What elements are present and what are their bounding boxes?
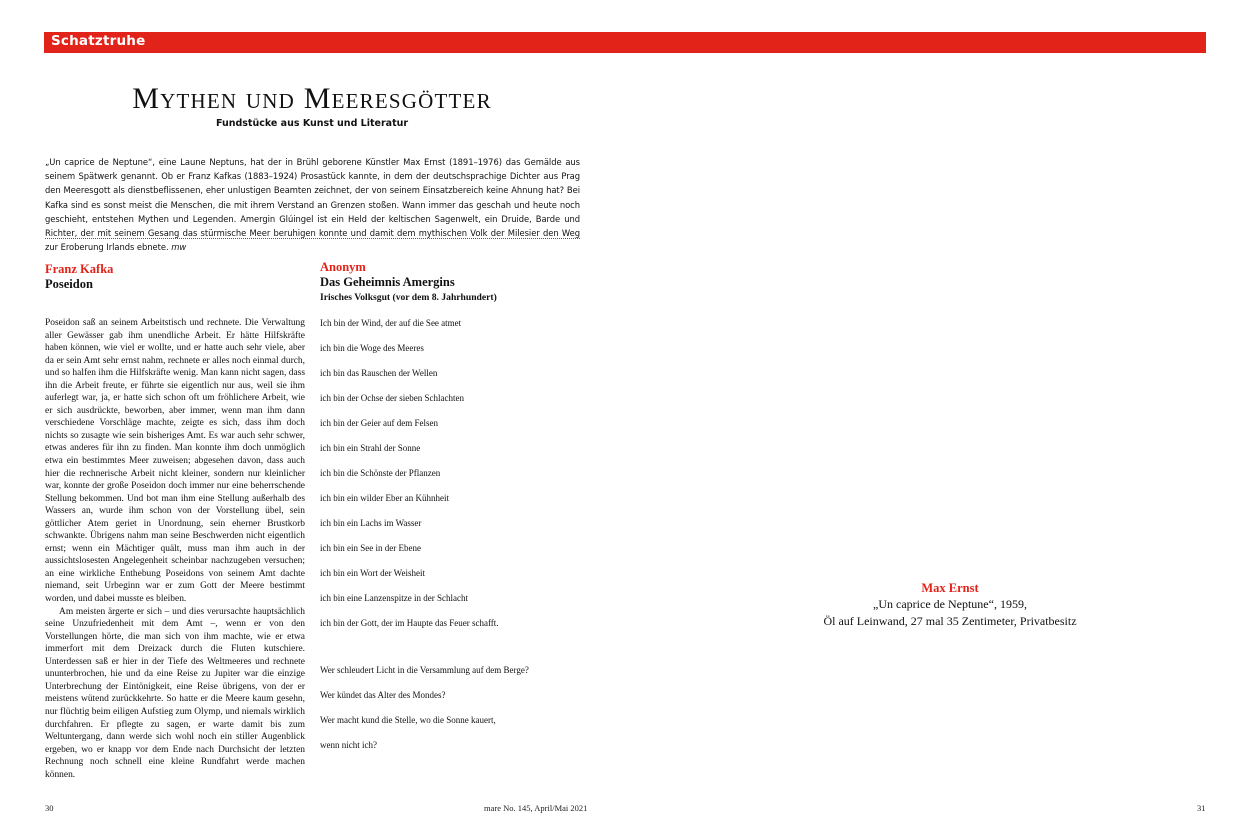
poem-line: Ich bin der Wind, der auf die See atmet — [320, 318, 462, 328]
caption-line-2: Öl auf Leinwand, 27 mal 35 Zentimeter, Privatbesitz — [823, 614, 1077, 628]
kafka-body — [45, 317, 305, 781]
caption-line-1: „Un caprice de Neptune“, 1959, — [873, 597, 1027, 611]
poem-line: ich bin der Gott, der im Haupte das Feuer schafft. — [320, 618, 499, 628]
poem — [320, 317, 590, 764]
anonym-subtitle: Irisches Volksgut (vor dem 8. Jahrhundert) — [320, 292, 497, 303]
poem-line: ich bin die Schönste der Pflanzen — [320, 468, 441, 478]
intro-text: „Un caprice de Neptune“, eine Laune Neptuns, hat der in Brühl geborene Künstler Max Ernst (1891–1976) das Gemälde aus seinem Spätwerk genannt. Ob er Franz Kafkas (1883–1924) Prosastück kannte, in dem der deutschsprachige Dichter aus Prag den Meeresgott als dienstbeflissenen, eher unlustigen Beamten zeichnet, der von seinem Einsatzbereich keine Ahnung hat? Bei Kafka sind es sonst meist die Menschen, die mit ihrem Verstand an Grenzen stoßen. Wann immer das geschah und heute noch geschieht, entstehen Mythen und Legenden. Amergin Glúingel ist ein Held der keltischen Sagenwelt, ein Druide, Barde und Richter, der mit seinem Gesang das stürmische Meer beruhigen konnte und damit dem mythischen Volk der Milesier den Weg zur Eroberung Irlands ebnete. — [45, 157, 580, 253]
article-subtitle: Fundstücke aus Kunst und Literatur — [215, 118, 409, 129]
dotted-divider — [45, 238, 580, 239]
anonym-author: Anonym — [320, 260, 366, 274]
kafka-paragraph: Poseidon saß an seinem Arbeitstisch und rechnete. Die Verwaltung aller Gewässer gab ihm unendliche Arbeit. Er hätte Hilfskräfte haben können, wie viel er wollte, und er hatte auch sehr viele, aber da er sein Amt sehr ernst nahm, rechnete er alles noch einmal durch, und so halfen ihm die Hilfskräfte wenig. Man kann nicht sagen, dass ihn die Arbeit freute, er führte sie eigentlich nur aus, weil sie ihm auferlegt war, ja, er hatte sich schon oft um fröhlichere Arbeit, wie er sich ausdrückte, beworben, aber immer, wenn man ihm dann verschiedene Vorschläge machte, zeigte es sich, dass ihm doch nichts so zusagte wie sein bisheriges Amt. Es war auch sehr schwer, etwas anderes für ihn zu finden. Man konnte ihm doch unmöglich etwa ein bestimmtes Meer zuweisen; abgesehen davon, dass auch hier die rechnerische Arbeit nicht kleiner, sondern nur kleinlicher war, konnte der große Poseidon doch immer nur eine beherrschende Stellung bekommen. Und bot man ihm eine Stellung außerhalb des Wassers an, wurde ihm schon von der Vorstellung übel, sein göttlicher Atem geriet in Unordnung, sein eherner Brustkorb schwankte. Übrigens nahm man seine Beschwerden nicht eigentlich ernst; wenn ein Mächtiger quält, muss man ihm auch in der aussichtslosesten Angelegenheit scheinbar nachzugeben versuchen; an eine wirkliche Enthebung Poseidons von seinem Amt dachte niemand, seit Urbeginn war er zum Gott der Meere bestimmt worden, und dabei musste es bleiben. — [45, 318, 305, 605]
section-label: Schatztruhe — [51, 33, 146, 49]
anonym-title: Das Geheimnis Amergins — [320, 275, 455, 289]
poem-line: Wer schleudert Licht in die Versammlung auf dem Berge? — [320, 665, 529, 675]
poem-line: ich bin ein wilder Eber an Kühnheit — [320, 493, 449, 503]
poem-line: ich bin das Rauschen der Wellen — [320, 368, 438, 378]
section-banner — [44, 32, 1206, 53]
intro-paragraph — [45, 155, 580, 254]
image-caption — [760, 580, 1140, 630]
poem-line: wenn nicht ich? — [320, 740, 377, 750]
page-number-right: 31 — [1197, 803, 1206, 813]
poem-line: ich bin ein See in der Ebene — [320, 543, 421, 553]
poem-line: Wer macht kund die Stelle, wo die Sonne kauert, — [320, 715, 496, 725]
page-number-left: 30 — [45, 803, 54, 813]
poem-line: ich bin eine Lanzenspitze in der Schlacht — [320, 593, 468, 603]
poem-line: ich bin der Ochse der sieben Schlachten — [320, 393, 464, 403]
kafka-paragraph: Am meisten ärgerte er sich – und dies verursachte hauptsächlich seine Unzufriedenheit mit dem Amt –, wenn er von den Vorstellungen hörte, die man sich von ihm machte, wie er etwa immerfort mit dem Dreizack durch die Fluten kutschiere. Unterdessen saß er hier in der Tiefe des Weltmeeres und rechnete ununterbrochen, hie und da eine Reise zu Jupiter war die einzige Unterbrechung der Eintönigkeit, eine Reise übrigens, von der er meistens wütend zurückkehrte. So hatte er die Meere kaum gesehn, nur flüchtig beim eiligen Aufstieg zum Olymp, und niemals wirklich durchfahren. Er pflegte zu sagen, er warte damit bis zum Weltuntergang, dann werde sich wohl noch ein stiller Augenblick ergeben, wo er knapp vor dem Ende nach Durchsicht der letzten Rechnung noch schnell eine kleine Rundfahrt werde machen können. — [45, 606, 305, 780]
article-title: Mythen und Meeresgötter — [132, 82, 492, 115]
caption-artist: Max Ernst — [921, 581, 979, 595]
poem-line: ich bin die Woge des Meeres — [320, 343, 424, 353]
kafka-author: Franz Kafka — [45, 262, 114, 276]
kafka-title: Poseidon — [45, 277, 93, 291]
issue-line: mare No. 145, April/Mai 2021 — [484, 803, 588, 813]
poem-line: ich bin ein Lachs im Wasser — [320, 518, 422, 528]
poem-line: Wer kündet das Alter des Mondes? — [320, 690, 446, 700]
poem-line: ich bin ein Wort der Weisheit — [320, 568, 425, 578]
poem-line: ich bin der Geier auf dem Felsen — [320, 418, 438, 428]
stanza-gap — [320, 642, 590, 664]
intro-signature: mw — [171, 242, 187, 253]
poem-line: ich bin ein Strahl der Sonne — [320, 443, 421, 453]
